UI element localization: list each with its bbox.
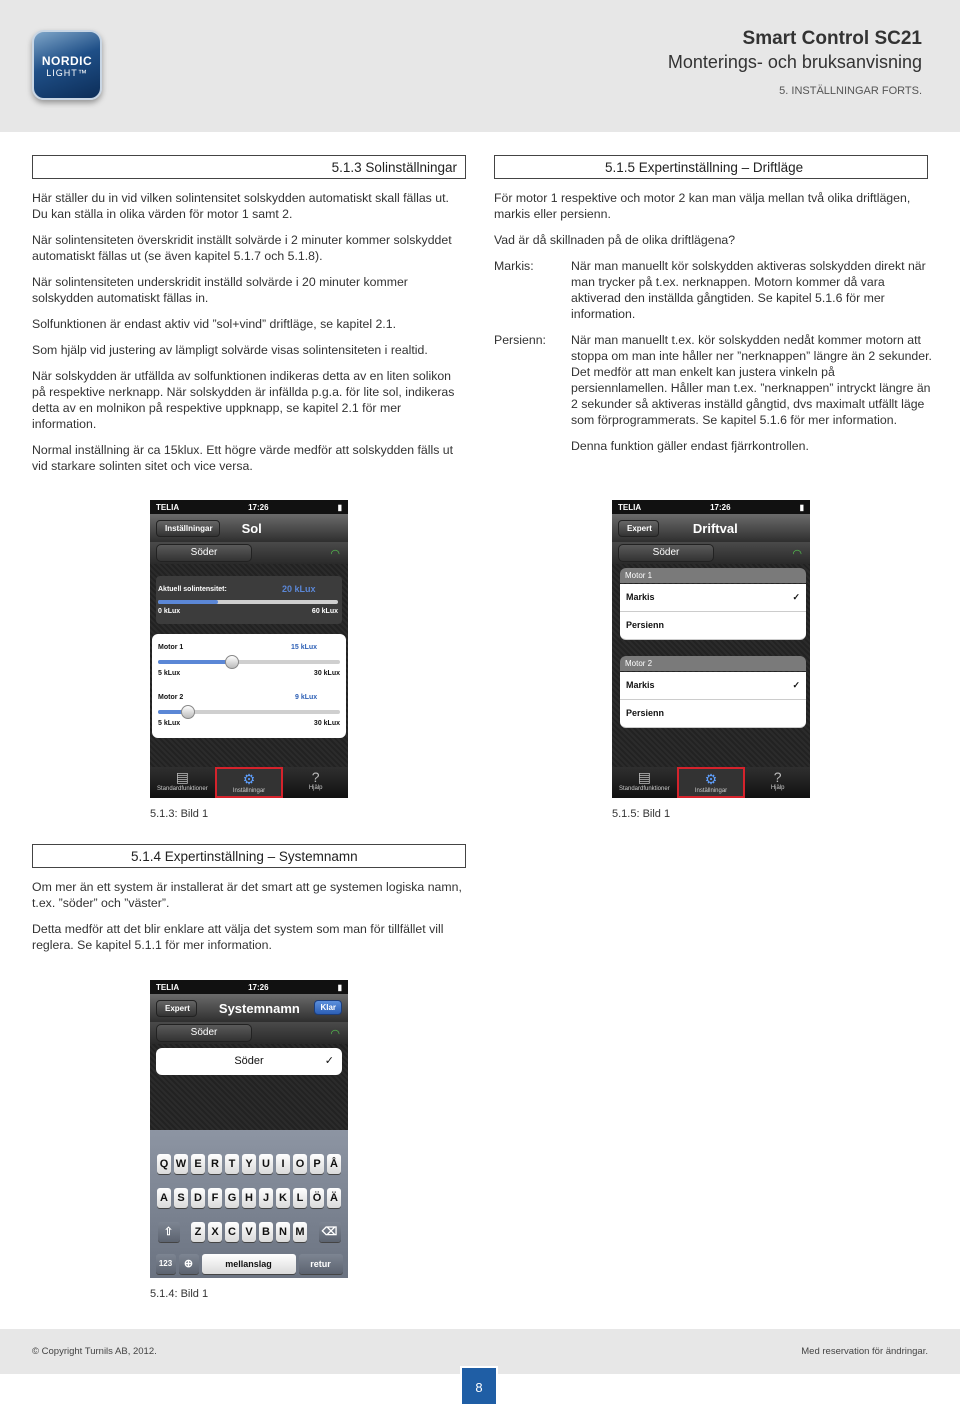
- status-bar: [150, 980, 348, 994]
- phone-screenshot-driftval: [612, 500, 810, 798]
- paragraph: Som hjälp vid justering av lämpligt solvärde visas solintensiteten i realtid.: [32, 343, 428, 357]
- page-number: 8: [460, 1366, 498, 1406]
- carrier: TELIA: [156, 982, 180, 992]
- paragraph: Om mer än ett system är installerat är det smart att ge systemen logiska namn, t.ex. ”söder” och ”väster”.: [32, 880, 462, 910]
- heading-514-text: 5.1.4 Expertinställning – Systemnamn: [131, 849, 358, 864]
- key-ä[interactable]: Ä: [327, 1188, 341, 1208]
- doc-subtitle: Monterings- och bruksanvisning: [667, 52, 922, 72]
- option-label: Markis: [626, 592, 655, 602]
- tab-standardfunktioner[interactable]: [612, 767, 677, 798]
- keyboard: [150, 1130, 348, 1278]
- description: När man manuellt kör solskydden aktiveras solskydden direkt när man trycker på t.ex. nerknappen. Motorn kommer då vara aktiverad den inställda gångtiden. Se kapitel 5.1.6 för mer information.: [571, 259, 926, 321]
- tab-label: Standardfunktioner: [156, 786, 208, 792]
- key-k[interactable]: K: [276, 1188, 290, 1208]
- keyboard-row-1: [150, 1154, 348, 1174]
- option-motor1-markis[interactable]: [620, 584, 806, 612]
- background-mesh: [150, 1044, 348, 1130]
- key-q[interactable]: Q: [157, 1154, 171, 1174]
- motor1-slider-knob[interactable]: [225, 655, 239, 669]
- driftlage-definitions: [494, 258, 932, 464]
- motor1-value: 15 kLux: [291, 644, 318, 651]
- key-j[interactable]: J: [259, 1188, 273, 1208]
- option-label: Persienn: [626, 708, 665, 718]
- nav-bar: [150, 994, 348, 1022]
- key-a[interactable]: A: [157, 1188, 171, 1208]
- done-button[interactable]: Klar: [314, 1000, 342, 1015]
- motor1-slider[interactable]: [158, 660, 340, 664]
- key-e[interactable]: E: [191, 1154, 205, 1174]
- note: Denna funktion gäller endast fjärrkontrollen.: [571, 439, 809, 453]
- heading-513-text: 5.1.3 Solinställningar: [331, 160, 457, 175]
- paragraph: Solfunktionen är endast aktiv vid ”sol+vind” driftläge, se kapitel 2.1.: [32, 317, 396, 331]
- status-bar: [612, 500, 810, 514]
- paragraph: När solintensiteten underskridit inställd solvärde i 20 minuter kommer solskydden automatiskt fällas in.: [32, 275, 408, 305]
- key-o[interactable]: O: [293, 1154, 307, 1174]
- motor1-slider-fill: [158, 660, 231, 664]
- tab-hjalp[interactable]: [283, 767, 348, 798]
- system-bar: [150, 1022, 348, 1044]
- tab-label: Standardfunktioner: [618, 786, 670, 792]
- motor1-max: 30 kLux: [313, 670, 340, 677]
- system-select-button[interactable]: Söder: [156, 544, 252, 562]
- motor2-slider[interactable]: [158, 710, 340, 714]
- key-l[interactable]: L: [293, 1188, 307, 1208]
- group-header-motor1: Motor 1: [620, 568, 806, 583]
- tab-hjalp[interactable]: [745, 767, 810, 798]
- checkmark-icon: ✓: [792, 680, 800, 690]
- option-motor2-markis[interactable]: [620, 672, 806, 700]
- back-button[interactable]: Expert: [618, 520, 659, 537]
- note-row: [494, 438, 932, 454]
- caption-515: 5.1.5: Bild 1: [612, 808, 671, 820]
- key-h[interactable]: H: [242, 1188, 256, 1208]
- key-y[interactable]: Y: [242, 1154, 256, 1174]
- description: När man manuellt t.ex. kör solskydden nedåt kommer motorn att stoppa om man inte håller ner ”nerknappen” längre än 2 sekunder. Det medför att man enkelt kan justera vinkeln på persiennlamellen. Håller man t.ex. ”nerknappen” intryckt längre än 2 sekunder så aktiveras inställd gångtid, dvs maximalt utfällt läge som förprogrammerats. Se kapitel 5.1.6 för mer information.: [571, 333, 932, 427]
- phone-screenshot-systemnamn: [150, 980, 348, 1278]
- checkmark-icon: ✓: [792, 592, 800, 602]
- numbers-key[interactable]: 123: [156, 1254, 176, 1274]
- system-bar: [150, 542, 348, 564]
- key-d[interactable]: D: [191, 1188, 205, 1208]
- key-u[interactable]: U: [259, 1154, 273, 1174]
- nav-bar: [612, 514, 810, 542]
- checkmark-icon: ✓: [324, 1055, 334, 1067]
- nordic-light-logo: [32, 30, 102, 100]
- tab-label: Hjälp: [308, 785, 323, 791]
- key-ö[interactable]: Ö: [310, 1188, 324, 1208]
- tab-installningar[interactable]: [677, 767, 746, 798]
- motor2-slider-knob[interactable]: [181, 705, 195, 719]
- motor2-value: 9 kLux: [295, 694, 318, 701]
- key-z[interactable]: Z: [191, 1222, 205, 1242]
- tab-standardfunktioner[interactable]: [150, 767, 215, 798]
- copyright: © Copyright Turnils AB, 2012.: [32, 1346, 157, 1357]
- reservation-note: Med reservation för ändringar.: [801, 1346, 928, 1357]
- term: Persienn:: [494, 333, 546, 347]
- tab-bar: [612, 767, 810, 798]
- key-n[interactable]: N: [276, 1222, 290, 1242]
- back-button[interactable]: Expert: [156, 1000, 197, 1017]
- key-x[interactable]: X: [208, 1222, 222, 1242]
- phone-screenshot-sol: [150, 500, 348, 798]
- key-t[interactable]: T: [225, 1154, 239, 1174]
- return-key[interactable]: retur: [299, 1254, 343, 1274]
- motor2-label: Motor 2: [158, 694, 184, 701]
- space-key[interactable]: mellanslag: [202, 1254, 296, 1274]
- paragraph: Vad är då skillnaden på de olika driftlägena?: [494, 233, 736, 247]
- wifi-icon: ◠: [330, 547, 340, 560]
- battery-icon: ▮: [799, 502, 804, 512]
- motor2-max: 30 kLux: [313, 720, 340, 727]
- wifi-icon: ◠: [330, 1027, 340, 1040]
- option-motor2-persienn[interactable]: [620, 700, 806, 728]
- section-label: 5. INSTÄLLNINGAR FORTS.: [779, 85, 922, 97]
- letter-keys: [190, 1222, 309, 1242]
- heading-515: [494, 155, 928, 179]
- heading-515-text: 5.1.5 Expertinställning – Driftläge: [605, 160, 804, 175]
- definition-persienn: [494, 332, 932, 428]
- key-v[interactable]: V: [242, 1222, 256, 1242]
- heading-514: [32, 844, 466, 868]
- system-name-field[interactable]: [156, 1048, 342, 1075]
- paragraph: När solintensiteten överskridit inställt solvärde i 2 minuter kommer solskyddet automatiskt fällas ut (se även kapitel 5.1.7 och 5.1.8).: [32, 233, 452, 263]
- key-w[interactable]: W: [174, 1154, 188, 1174]
- key-g[interactable]: G: [225, 1188, 239, 1208]
- system-select-button[interactable]: Söder: [156, 1024, 252, 1042]
- option-label: Markis: [626, 680, 655, 690]
- key-å[interactable]: Å: [327, 1154, 341, 1174]
- motor1-min: 5 kLux: [158, 670, 181, 677]
- background-mesh: [150, 564, 348, 767]
- nav-title: Sol: [241, 520, 262, 536]
- system-name-value: Söder: [234, 1055, 264, 1067]
- battery-icon: ▮: [337, 502, 342, 512]
- logo-text-2: LIGHT™: [46, 68, 88, 78]
- text-513: [32, 190, 468, 484]
- key-r[interactable]: R: [208, 1154, 222, 1174]
- globe-icon[interactable]: ⊕: [179, 1254, 199, 1274]
- nav-bar: [150, 514, 348, 542]
- clock: 17:26: [710, 502, 731, 512]
- background-mesh: [612, 564, 810, 767]
- remote-icon: ▤: [637, 769, 651, 785]
- tab-installningar[interactable]: [215, 767, 284, 798]
- tab-label: Hjälp: [770, 785, 785, 791]
- status-bar: [150, 500, 348, 514]
- paragraph: Här ställer du in vid vilken solintensitet solskydden automatiskt skall fällas ut. Du kan ställa in olika värden för motor 1 samt 2.: [32, 191, 449, 221]
- header-title-block: [668, 28, 922, 97]
- help-icon: ?: [773, 769, 782, 785]
- key-p[interactable]: P: [310, 1154, 324, 1174]
- paragraph: För motor 1 respektive och motor 2 kan man välja mellan två olika driftlägen, markis eller persienn.: [494, 191, 911, 221]
- clock: 17:26: [248, 502, 269, 512]
- definition-markis: [494, 258, 932, 322]
- wifi-icon: ◠: [792, 547, 802, 560]
- paragraph: Normal inställning är ca 15klux. Ett högre värde medför att solskydden fälls ut vid starkare solinten sitet och vice versa.: [32, 443, 454, 473]
- backspace-key[interactable]: ⌫: [319, 1222, 341, 1242]
- logo-text-1: NORDIC: [41, 54, 93, 68]
- current-sun-value: 20 kLux: [282, 584, 316, 594]
- range-max: 60 kLux: [311, 608, 338, 615]
- tab-label: Inställningar: [232, 788, 266, 794]
- text-515: [494, 190, 924, 258]
- system-bar: [612, 542, 810, 564]
- key-f[interactable]: F: [208, 1188, 222, 1208]
- paragraph: När solskydden är utfällda av solfunktionen indikeras detta av en liten solikon på respektive nerknapp. När solskydden är infällda p.g.a. för lite sol, indikeras detta av en molnikon på respektive uppknapp, se kapitel 2.1 för mer information.: [32, 369, 455, 431]
- keyboard-row-3: [150, 1222, 348, 1242]
- remote-icon: ▤: [175, 769, 189, 785]
- key-s[interactable]: S: [174, 1188, 188, 1208]
- paragraph: Detta medför att det blir enklare att välja det system som man för tillfället vill reglera. Se kapitel 5.1.1 för mer information.: [32, 922, 444, 952]
- tab-bar: [150, 767, 348, 798]
- system-select-button[interactable]: Söder: [618, 544, 714, 562]
- gear-icon: ⚙: [242, 771, 256, 787]
- keyboard-row-2: [150, 1188, 348, 1208]
- current-sun-panel: [156, 576, 342, 624]
- clock: 17:26: [248, 982, 269, 992]
- nav-title: Driftval: [692, 520, 738, 536]
- text-514: [32, 879, 468, 963]
- group-header-motor2: Motor 2: [620, 656, 806, 671]
- key-i[interactable]: I: [276, 1154, 290, 1174]
- nav-title: Systemnamn: [218, 1000, 300, 1016]
- gear-icon: ⚙: [704, 771, 718, 787]
- key-c[interactable]: C: [225, 1222, 239, 1242]
- motor-sliders-card: [152, 634, 346, 738]
- heading-513: [32, 155, 466, 179]
- doc-title: Smart Control SC21: [742, 28, 922, 49]
- key-b[interactable]: B: [259, 1222, 273, 1242]
- carrier: TELIA: [618, 502, 642, 512]
- motor1-label: Motor 1: [158, 644, 184, 651]
- battery-icon: ▮: [337, 982, 342, 992]
- key-m[interactable]: M: [293, 1222, 307, 1242]
- caption-513: 5.1.3: Bild 1: [150, 808, 209, 820]
- back-button[interactable]: Inställningar: [156, 520, 220, 537]
- option-label: Persienn: [626, 620, 665, 630]
- current-sun-label: Aktuell solintensitet:: [158, 586, 227, 593]
- option-motor1-persienn[interactable]: [620, 612, 806, 640]
- tab-label: Inställningar: [694, 788, 728, 794]
- carrier: TELIA: [156, 502, 180, 512]
- shift-key[interactable]: ⇧: [158, 1222, 180, 1242]
- current-sun-meter-fill: [158, 600, 218, 604]
- keyboard-row-4: [150, 1254, 348, 1274]
- motor2-min: 5 kLux: [158, 720, 181, 727]
- current-sun-meter: [158, 600, 338, 604]
- caption-514: 5.1.4: Bild 1: [150, 1288, 209, 1300]
- term: Markis:: [494, 259, 534, 273]
- range-min: 0 kLux: [158, 608, 181, 615]
- help-icon: ?: [311, 769, 320, 785]
